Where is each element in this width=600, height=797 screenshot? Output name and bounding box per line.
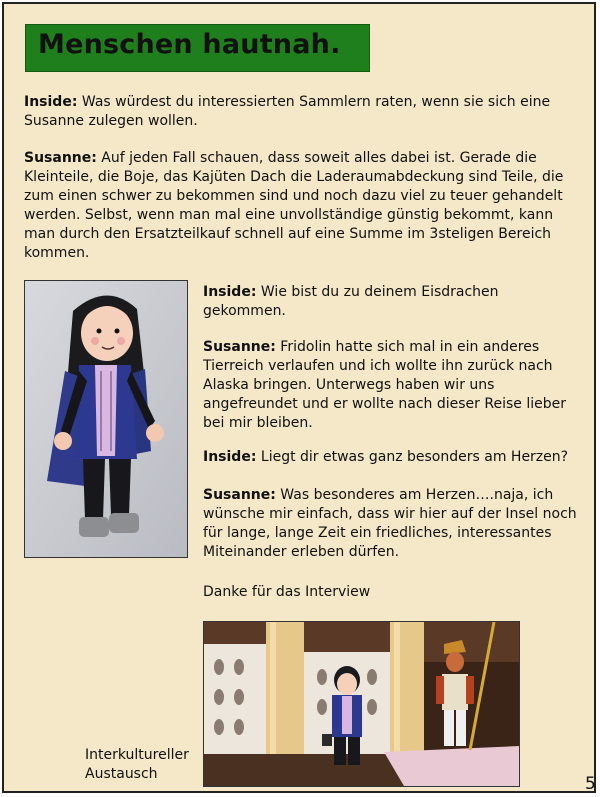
- page-title: Menschen hautnah.: [38, 29, 341, 60]
- title-banner: [25, 24, 370, 72]
- question-1: [24, 93, 569, 131]
- question-2: [203, 283, 583, 321]
- answer-3: [203, 486, 583, 562]
- speaker-label: Inside:: [24, 94, 78, 110]
- speaker-label: Susanne:: [203, 339, 276, 355]
- question-3: [203, 448, 583, 467]
- figure-photo: [24, 280, 188, 558]
- scene-photo: [203, 621, 520, 787]
- page-number: 5: [585, 774, 596, 794]
- answer-text: Auf jeden Fall schauen, dass soweit alles dabei ist. Gerade die Kleinteile, die Boje, das Kajüten Dach die Laderaumabdeckung sind Teile, die zum einen schwer zu bekommen sind und noch dazu viel zu teuer gehandelt werden. Selbst, wenn man mal eine unvollständige günstig bekommt, kann man durch den Ersatzteilkauf schnell auf eine Summe im 3steligen Bereich kommen.: [24, 150, 564, 261]
- answer-text: Fridolin hatte sich mal in ein anderes Tierreich verlaufen und ich wollte ihn zurück nach Alaska bringen. Unterwegs haben wir uns angefreundet und er wollte nach dieser Reise lieber bei mir bleiben.: [203, 339, 566, 431]
- question-text: Liegt dir etwas ganz besonders am Herzen?: [256, 449, 569, 465]
- closing-thanks: Danke für das Interview: [203, 584, 371, 600]
- answer-1: [24, 149, 572, 263]
- speaker-label: Susanne:: [24, 150, 97, 166]
- speaker-label: Inside:: [203, 284, 257, 300]
- speaker-label: Susanne:: [203, 487, 276, 503]
- question-text: Wie bist du zu deinem Eisdrachen gekommen.: [203, 284, 499, 319]
- magazine-page: [2, 2, 596, 793]
- photo-caption: Interkultureller Austausch: [85, 747, 189, 782]
- answer-2: [203, 338, 583, 433]
- answer-text: Was besonderes am Herzen….naja, ich wünsche mir einfach, dass wir hier auf der Insel noch für lange, lange Zeit ein friedliches, interessantes Miteinander erleben dürfen.: [203, 487, 577, 560]
- speaker-label: Inside:: [203, 449, 257, 465]
- question-text: Was würdest du interessierten Sammlern raten, wenn sie sich eine Susanne zulegen wollen.: [24, 94, 551, 129]
